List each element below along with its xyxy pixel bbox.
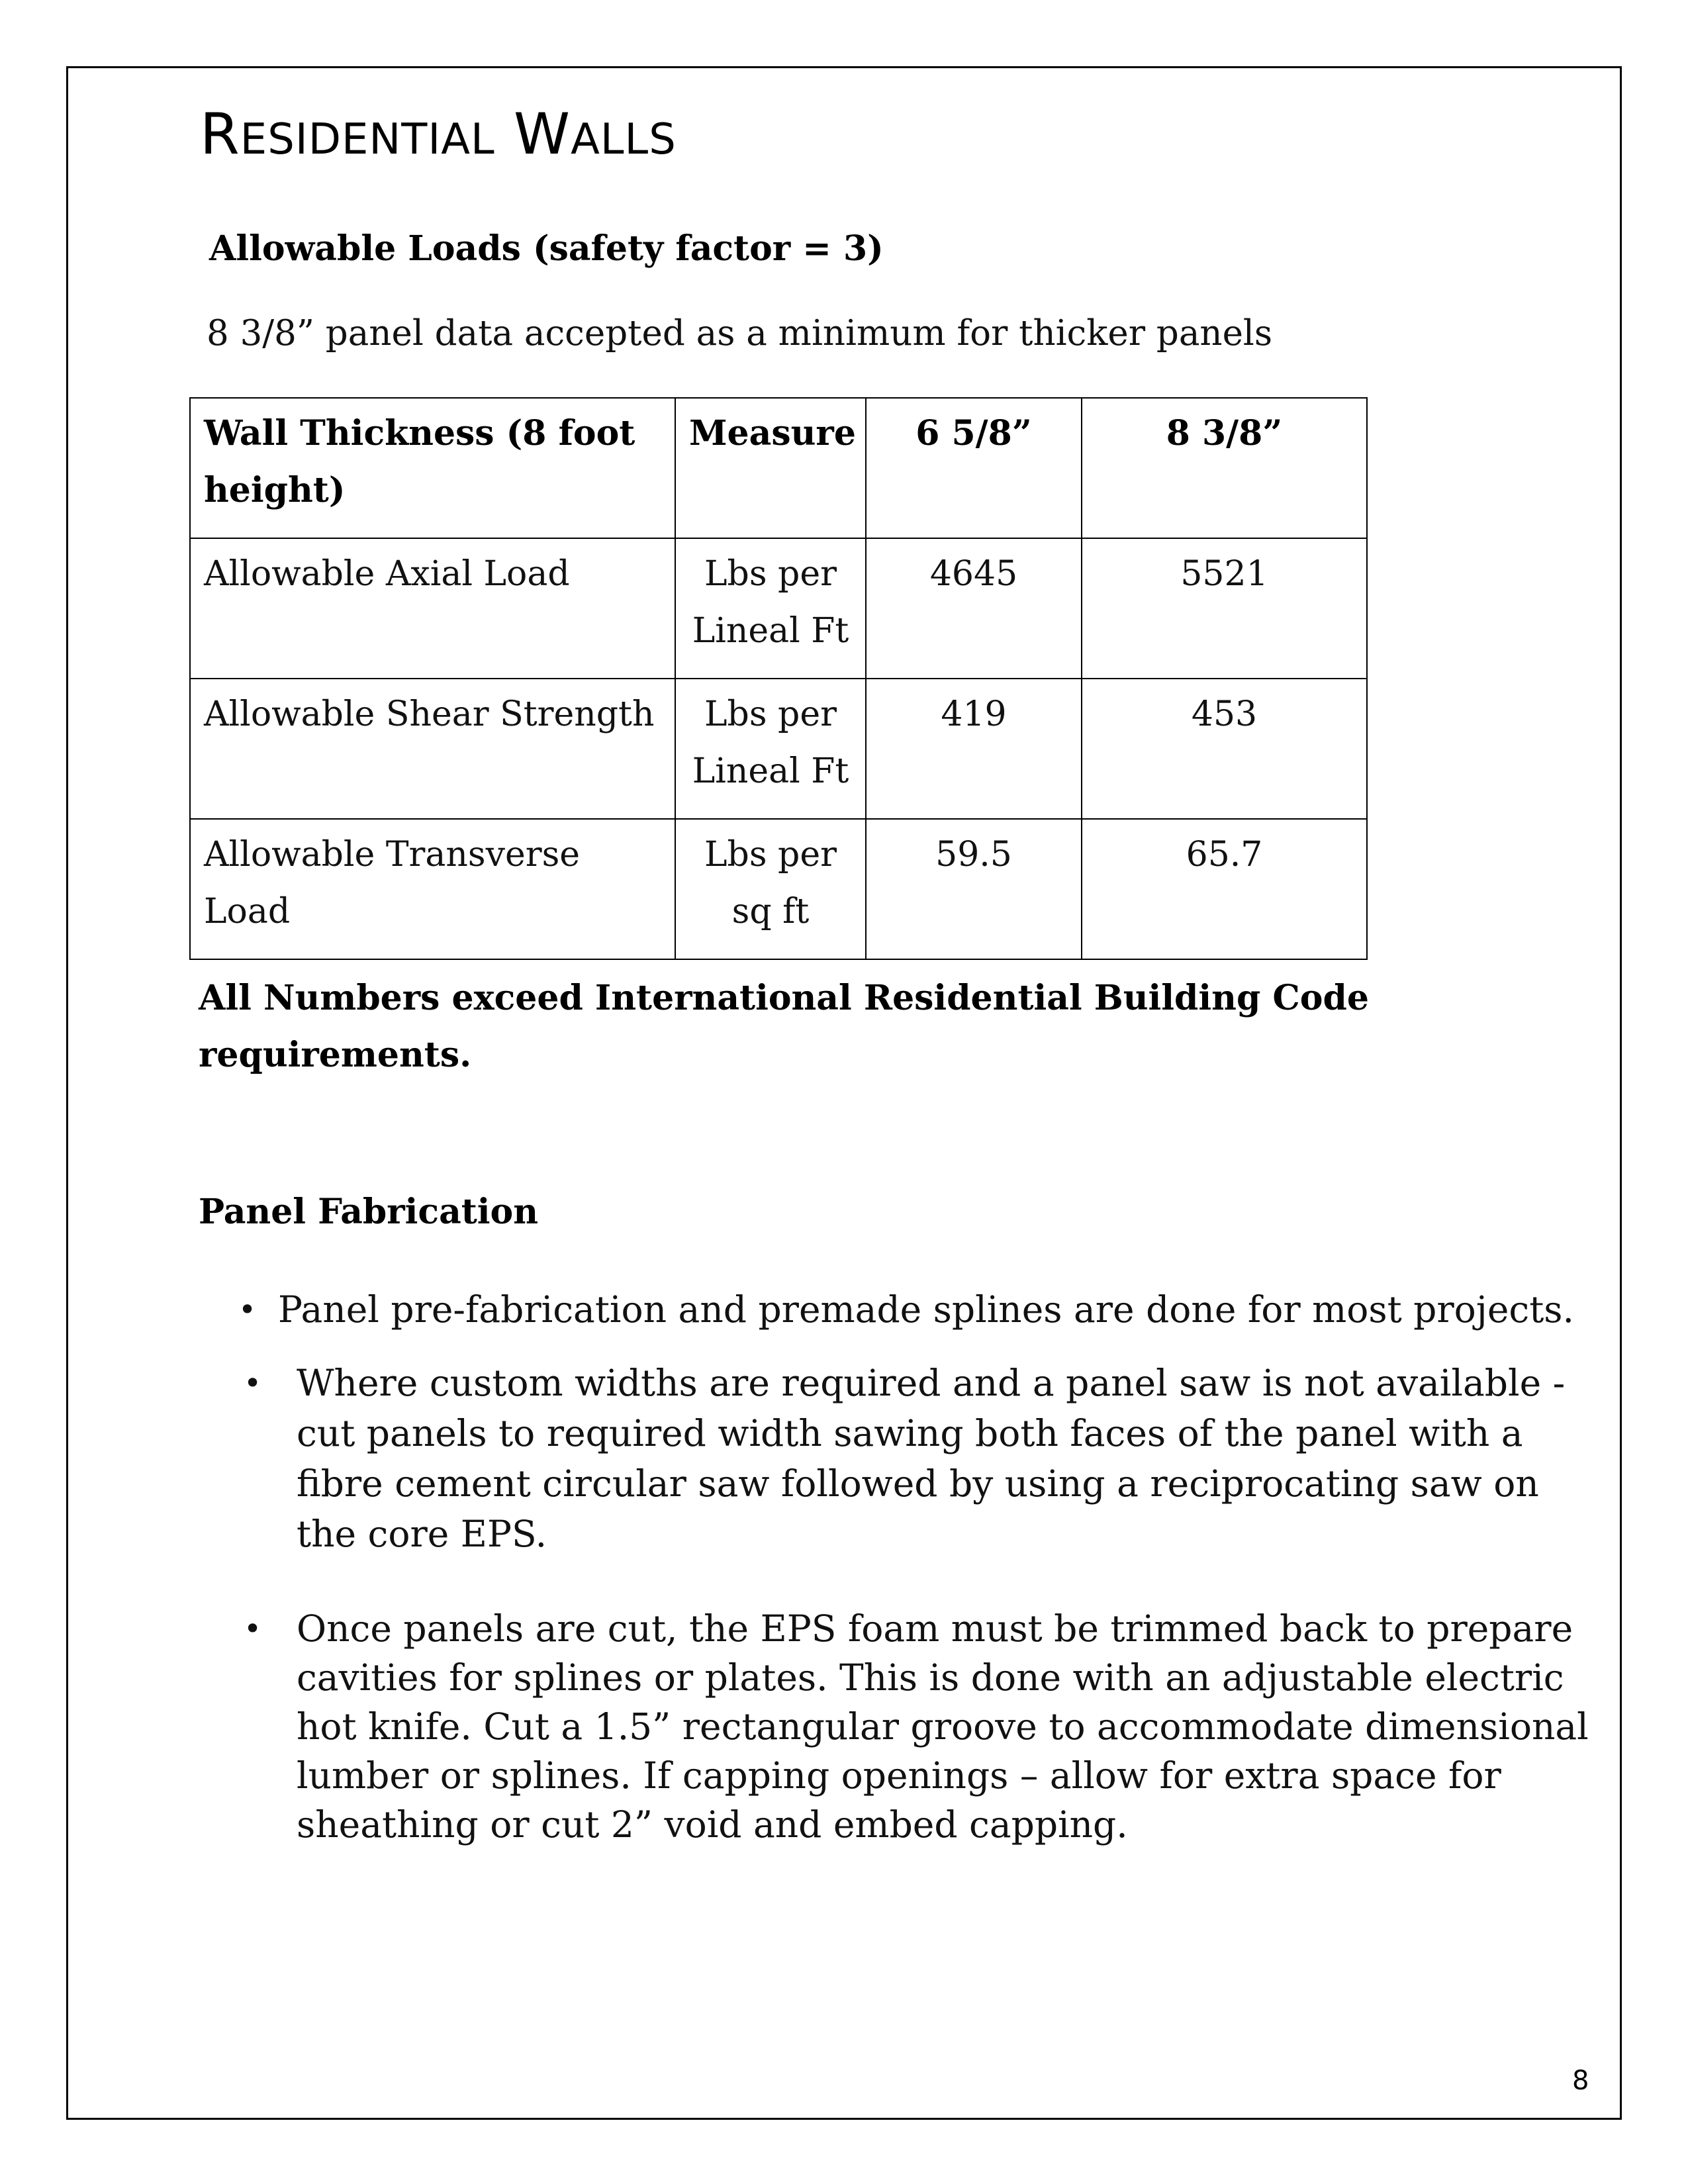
list-item — [238, 1604, 1602, 1849]
row-label: Allowable Axial Load — [190, 538, 675, 679]
fabrication-list — [238, 1281, 1602, 1849]
list-item-text: Panel pre-fabrication and premade splines are done for most projects. — [278, 1288, 1575, 1331]
row-value-8-3-8: 65.7 — [1082, 819, 1367, 959]
page-title: RESIDENTIAL WALLS — [200, 101, 677, 167]
row-value-8-3-8: 453 — [1082, 679, 1367, 819]
allowable-loads-table — [189, 397, 1368, 960]
header-measure: Measure — [675, 398, 866, 538]
row-value-6-5-8: 4645 — [866, 538, 1082, 679]
bullet-icon: • — [244, 1365, 262, 1401]
bullet-icon: • — [238, 1292, 257, 1327]
allowable-loads-subtitle: Allowable Loads (safety factor = 3) — [209, 228, 884, 269]
page-number: 8 — [1572, 2065, 1589, 2096]
row-value-8-3-8: 5521 — [1082, 538, 1367, 679]
panel-data-note: 8 3/8” panel data accepted as a minimum for thicker panels — [207, 313, 1273, 354]
list-item — [238, 1358, 1602, 1559]
panel-fabrication-heading: Panel Fabrication — [199, 1192, 539, 1232]
list-item-text: Once panels are cut, the EPS foam must be trimmed back to prepare cavities for splines or plates. This is done with an adjustable electric hot knife. Cut a 1.5” rectangular groove to accommodate dimensional lumber or splines. If capping openings – allow for extra space for sheathing or cut 2” void and embed capping. — [297, 1607, 1589, 1846]
building-code-footnote: All Numbers exceed International Residential Building Code requirements. — [199, 978, 1369, 1075]
row-value-6-5-8: 419 — [866, 679, 1082, 819]
table-header-row — [190, 398, 1367, 538]
table-row — [190, 819, 1367, 959]
table-row — [190, 679, 1367, 819]
row-measure: Lbs per Lineal Ft — [675, 679, 866, 819]
header-wall-thickness: Wall Thickness (8 foot height) — [190, 398, 675, 538]
row-value-6-5-8: 59.5 — [866, 819, 1082, 959]
list-item-text: Where custom widths are required and a panel saw is not available - cut panels to required width sawing both faces of the panel with a fibre cement circular saw followed by using a reciprocating saw on the core EPS. — [297, 1362, 1566, 1555]
row-measure: Lbs per sq ft — [675, 819, 866, 959]
header-8-3-8: 8 3/8” — [1082, 398, 1367, 538]
table-row — [190, 538, 1367, 679]
row-measure: Lbs per Lineal Ft — [675, 538, 866, 679]
row-label: Allowable Transverse Load — [190, 819, 675, 959]
list-item — [238, 1281, 1602, 1338]
row-label: Allowable Shear Strength — [190, 679, 675, 819]
header-6-5-8: 6 5/8” — [866, 398, 1082, 538]
bullet-icon: • — [244, 1611, 262, 1646]
